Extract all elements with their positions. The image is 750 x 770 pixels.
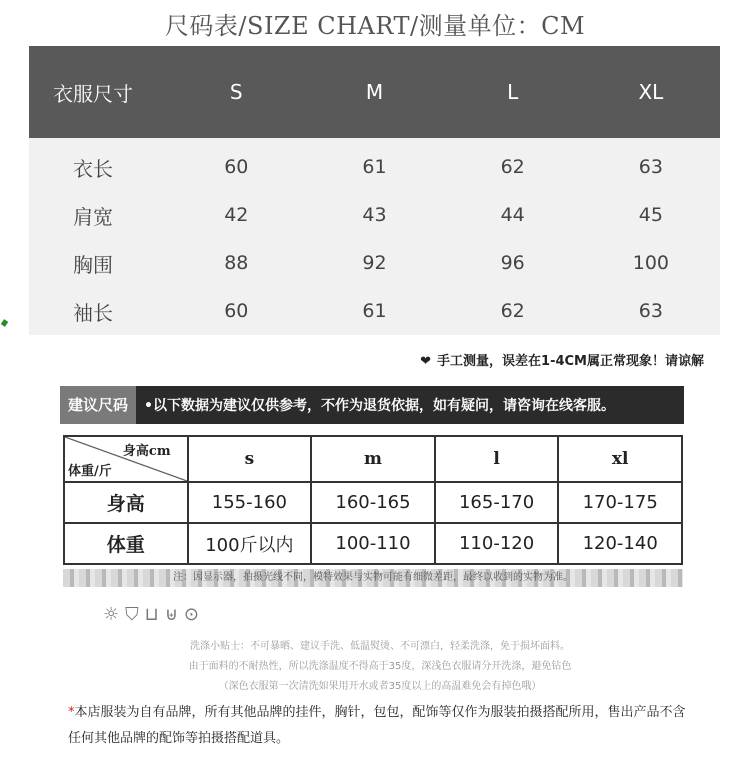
row-label: 体重 bbox=[64, 523, 188, 564]
care-line: 洗涤小贴士：不可暴晒、建议手洗、低温熨烫、不可漂白，轻柔洗涤，免于损坏面料。 bbox=[190, 641, 570, 652]
table-cell: 100斤以内 bbox=[188, 523, 312, 564]
measurement-note-text: 手工测量，误差在1-4CM属正常现象！请谅解 bbox=[437, 354, 704, 369]
page-title: 尺码表/SIZE CHART/测量单位：CM bbox=[164, 12, 586, 40]
disclaimer-strip: 注：因显示器，拍摄光线不同，模特效果与实物可能有细微差距，最终以收到的实物为准。 bbox=[63, 569, 683, 587]
hand-wash-icon: ⊎ bbox=[164, 604, 178, 625]
table-cell: 165-170 bbox=[435, 482, 559, 523]
table-cell: 63 bbox=[582, 287, 720, 335]
row-label: 衣长 bbox=[29, 138, 167, 191]
care-line: （深色衣服第一次清洗如果用开水或者35度以上的高温难免会有掉色哦） bbox=[218, 681, 542, 692]
green-tick-mark bbox=[1, 319, 9, 327]
table-row bbox=[29, 191, 720, 239]
table-cell: 155-160 bbox=[188, 482, 312, 523]
shirt-icon: ⛉ bbox=[125, 604, 139, 625]
recommend-corner bbox=[64, 436, 188, 482]
table-cell: 60 bbox=[167, 138, 305, 191]
row-label: 胸围 bbox=[29, 239, 167, 287]
table-cell: 63 bbox=[582, 138, 720, 191]
table-cell: 96 bbox=[444, 239, 582, 287]
recommend-table bbox=[63, 435, 683, 565]
table-cell: 160-165 bbox=[311, 482, 435, 523]
care-line: 由于面料的不耐热性，所以洗涤温度不得高于35度，深浅色衣服请分开洗涤，避免钻色 bbox=[188, 661, 572, 672]
table-cell: 62 bbox=[444, 287, 582, 335]
care-icons bbox=[103, 604, 199, 625]
size-chart-table bbox=[29, 46, 720, 335]
size-chart-header-row bbox=[29, 46, 720, 138]
size-col-header: M bbox=[305, 46, 443, 138]
table-cell: 88 bbox=[167, 239, 305, 287]
table-cell: 60 bbox=[167, 287, 305, 335]
table-cell: 100-110 bbox=[311, 523, 435, 564]
table-row bbox=[29, 138, 720, 191]
corner-height-label: 身高cm bbox=[122, 444, 171, 459]
wash-tub-icon: ⊔ bbox=[144, 604, 159, 625]
corner-weight-label: 体重/斤 bbox=[68, 464, 112, 479]
recommend-banner bbox=[60, 386, 684, 424]
table-cell: 62 bbox=[444, 138, 582, 191]
brand-note bbox=[68, 700, 698, 752]
table-row bbox=[29, 287, 720, 335]
recommend-col-header: l bbox=[435, 436, 559, 482]
table-row bbox=[64, 482, 682, 523]
table-cell: 120-140 bbox=[558, 523, 682, 564]
table-row bbox=[29, 239, 720, 287]
table-row bbox=[64, 523, 682, 564]
table-cell: 43 bbox=[305, 191, 443, 239]
table-cell: 45 bbox=[582, 191, 720, 239]
table-cell: 44 bbox=[444, 191, 582, 239]
brand-note-text: 本店服装为自有品牌，所有其他品牌的挂件，胸针，包包，配饰等仅作为服装拍摄搭配所用，售出产品不含任何其他品牌的配饰等拍摄搭配道具。 bbox=[68, 705, 686, 746]
measurement-note bbox=[420, 350, 704, 369]
care-instructions bbox=[120, 637, 640, 697]
size-col-header: S bbox=[167, 46, 305, 138]
recommend-col-header: s bbox=[188, 436, 312, 482]
table-cell: 61 bbox=[305, 287, 443, 335]
table-cell: 61 bbox=[305, 138, 443, 191]
table-cell: 42 bbox=[167, 191, 305, 239]
table-cell: 110-120 bbox=[435, 523, 559, 564]
table-cell: 170-175 bbox=[558, 482, 682, 523]
note-star: * bbox=[68, 705, 75, 720]
size-chart-corner: 衣服尺寸 bbox=[29, 46, 167, 138]
table-cell: 92 bbox=[305, 239, 443, 287]
recommend-col-header: m bbox=[311, 436, 435, 482]
row-label: 身高 bbox=[64, 482, 188, 523]
sun-icon: ☼ bbox=[103, 604, 120, 625]
row-label: 肩宽 bbox=[29, 191, 167, 239]
recommend-desc: •以下数据为建议仅供参考，不作为退货依据，如有疑问，请咨询在线客服。 bbox=[144, 398, 615, 414]
table-cell: 100 bbox=[582, 239, 720, 287]
recommend-header-row bbox=[64, 436, 682, 482]
recommend-tag: 建议尺码 bbox=[60, 386, 136, 424]
heart-icon: ❤ bbox=[420, 354, 432, 369]
dry-icon: ⊙ bbox=[183, 604, 199, 625]
size-col-header: L bbox=[444, 46, 582, 138]
row-label: 袖长 bbox=[29, 287, 167, 335]
size-col-header: XL bbox=[582, 46, 720, 138]
recommend-col-header: xl bbox=[558, 436, 682, 482]
